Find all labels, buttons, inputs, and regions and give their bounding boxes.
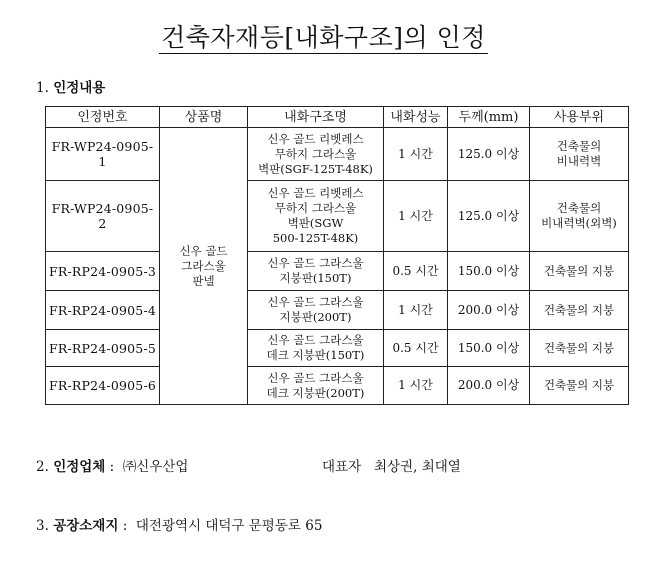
usage-area: 건축물의 지붕 [530, 330, 629, 367]
fire-performance: 1 시간 [384, 128, 448, 181]
fire-performance: 1 시간 [384, 367, 448, 405]
usage-area: 건축물의 비내력벽 [530, 128, 629, 181]
table-row [46, 181, 629, 252]
fire-performance: 1 시간 [384, 181, 448, 252]
header-cert-number: 인정번호 [46, 107, 160, 128]
usage-area: 건축물의 지붕 [530, 367, 629, 405]
table-row [46, 252, 629, 291]
fire-performance: 0.5 시간 [384, 330, 448, 367]
representative-names: 최상권, 최대열 [374, 459, 461, 475]
usage-area: 건축물의 지붕 [530, 252, 629, 291]
table-row [46, 128, 629, 181]
structure-name: 신우 골드 그라스울 데크 지붕판(200T) [248, 367, 384, 405]
thickness: 150.0 이상 [448, 330, 530, 367]
section-certified-company: 2. 인정업체 : ㈜신우산업 [36, 459, 189, 475]
product-name: 신우 골드 그라스울 판넬 [160, 128, 248, 405]
thickness: 125.0 이상 [448, 181, 530, 252]
representative: 대표자 최상권, 최대열 [322, 459, 461, 475]
thickness: 125.0 이상 [448, 128, 530, 181]
cert-number: FR-WP24-0905-1 [46, 128, 160, 181]
cert-number: FR-RP24-0905-6 [46, 367, 160, 405]
cert-number: FR-RP24-0905-3 [46, 252, 160, 291]
document-title: 건축자재등[내화구조]의 인정 [161, 23, 486, 52]
header-usage-area: 사용부위 [530, 107, 629, 128]
fire-performance: 1 시간 [384, 291, 448, 330]
structure-name: 신우 골드 리벳레스 무하지 그라스울 벽판(SGW 500-125T-48K) [248, 181, 384, 252]
header-product-name: 상품명 [160, 107, 248, 128]
cert-number: FR-RP24-0905-5 [46, 330, 160, 367]
usage-area: 건축물의 비내력벽(외벽) [530, 181, 629, 252]
section-certification-details: 1. 인정내용 [36, 80, 106, 96]
cert-number: FR-RP24-0905-4 [46, 291, 160, 330]
fire-performance: 0.5 시간 [384, 252, 448, 291]
header-fire-performance: 내화성능 [384, 107, 448, 128]
cert-number: FR-WP24-0905-2 [46, 181, 160, 252]
thickness: 200.0 이상 [448, 367, 530, 405]
table-row [46, 330, 629, 367]
certification-table [45, 106, 629, 405]
usage-area: 건축물의 지붕 [530, 291, 629, 330]
structure-name: 신우 골드 리벳레스 무하지 그라스울 벽판(SGF-125T-48K) [248, 128, 384, 181]
thickness: 150.0 이상 [448, 252, 530, 291]
table-header-row [46, 107, 629, 128]
structure-name: 신우 골드 그라스울 지붕판(150T) [248, 252, 384, 291]
company-name: ㈜신우산업 [122, 459, 189, 475]
structure-name: 신우 골드 그라스울 데크 지붕판(150T) [248, 330, 384, 367]
section-factory-location: 3. 공장소재지 : 대전광역시 대덕구 문평동로 65 [36, 518, 323, 534]
header-structure-name: 내화구조명 [248, 107, 384, 128]
factory-address: 대전광역시 대덕구 문평동로 65 [135, 518, 323, 534]
header-thickness: 두께(mm) [448, 107, 530, 128]
structure-name: 신우 골드 그라스울 지붕판(200T) [248, 291, 384, 330]
table-row [46, 291, 629, 330]
table-row [46, 367, 629, 405]
thickness: 200.0 이상 [448, 291, 530, 330]
